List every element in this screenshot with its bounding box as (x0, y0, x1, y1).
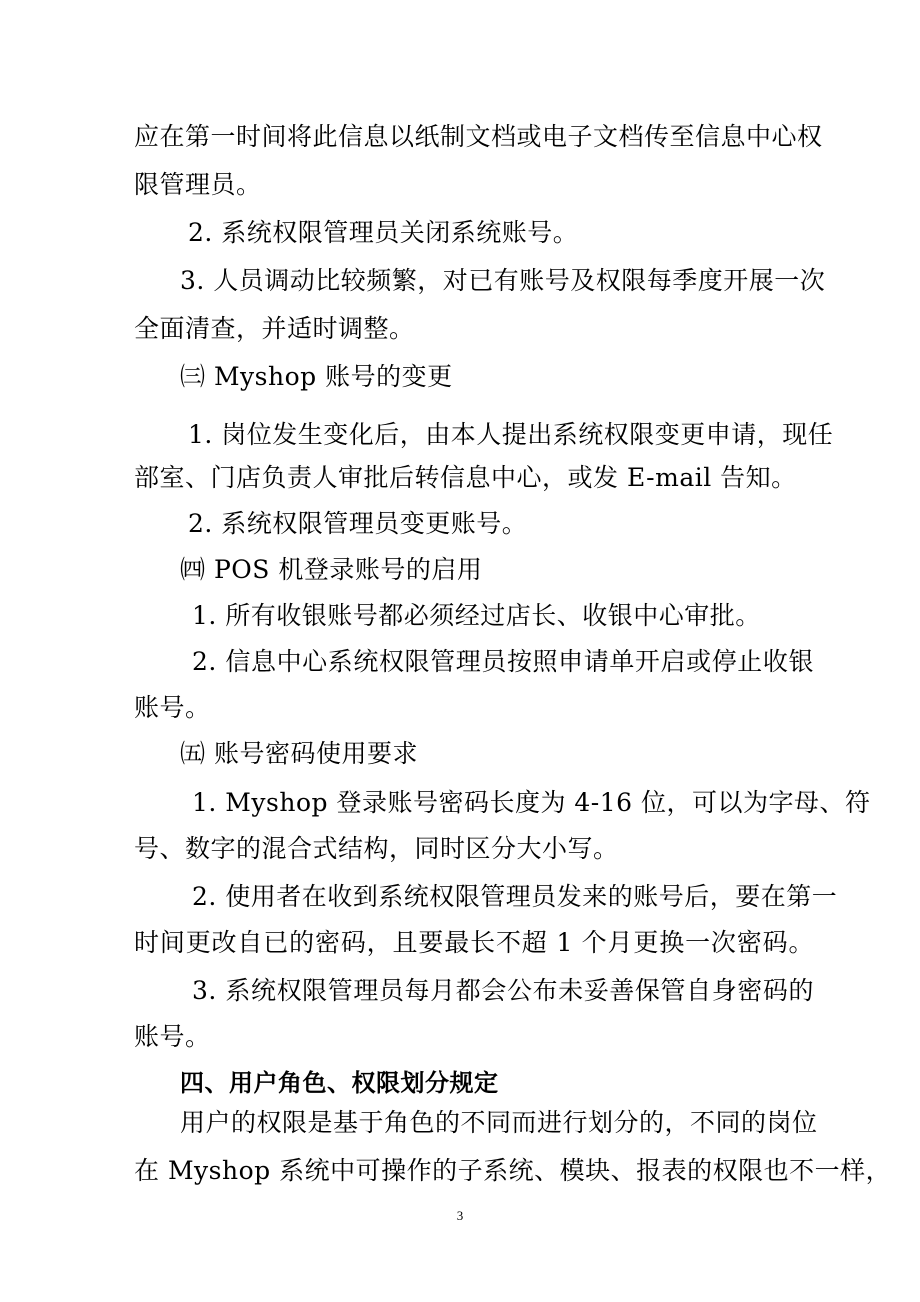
page-number: 3 (456, 1208, 464, 1223)
list-item: 2. 使用者在收到系统权限管理员发来的账号后，要在第一 (192, 882, 838, 911)
paragraph-line: 账号。 (134, 1022, 211, 1051)
paragraph-line: 用户的权限是基于角色的不同而进行划分的，不同的岗位 (180, 1108, 818, 1137)
list-item: 2. 系统权限管理员变更账号。 (188, 509, 528, 538)
list-item: 1. 岗位发生变化后，由本人提出系统权限变更申请，现任 (188, 420, 834, 449)
section-subheading: ㈣ POS 机登录账号的启用 (180, 555, 483, 584)
paragraph-line: 在 Myshop 系统中可操作的子系统、模块、报表的权限也不一样， (134, 1156, 892, 1185)
list-item: 2. 系统权限管理员关闭系统账号。 (188, 218, 579, 247)
list-item: 1. Myshop 登录账号密码长度为 4-16 位，可以为字母、符 (192, 788, 871, 817)
list-item: 1. 所有收银账号都必须经过店长、收银中心审批。 (192, 601, 761, 630)
paragraph-line: 应在第一时间将此信息以纸制文档或电子文档传至信息中心权 (134, 122, 823, 151)
section-subheading: ㈤ 账号密码使用要求 (180, 739, 418, 768)
paragraph-line: 部室、门店负责人审批后转信息中心，或发 E-mail 告知。 (134, 463, 797, 492)
paragraph-line: 时间更改自已的密码，且要最长不超 1 个月更换一次密码。 (134, 928, 814, 957)
paragraph-line: 全面清查，并适时调整。 (134, 314, 415, 343)
paragraph-line: 限管理员。 (134, 170, 262, 199)
section-subheading: ㈢ Myshop 账号的变更 (180, 362, 453, 391)
list-item: 3. 人员调动比较频繁，对已有账号及权限每季度开展一次 (180, 266, 826, 295)
list-item: 3. 系统权限管理员每月都会公布未妥善保管自身密码的 (192, 976, 814, 1005)
paragraph-line: 账号。 (134, 693, 211, 722)
section-heading: 四、用户角色、权限划分规定 (180, 1069, 499, 1097)
list-item: 2. 信息中心系统权限管理员按照申请单开启或停止收银 (192, 647, 814, 676)
paragraph-line: 号、数字的混合式结构，同时区分大小写。 (134, 834, 619, 863)
